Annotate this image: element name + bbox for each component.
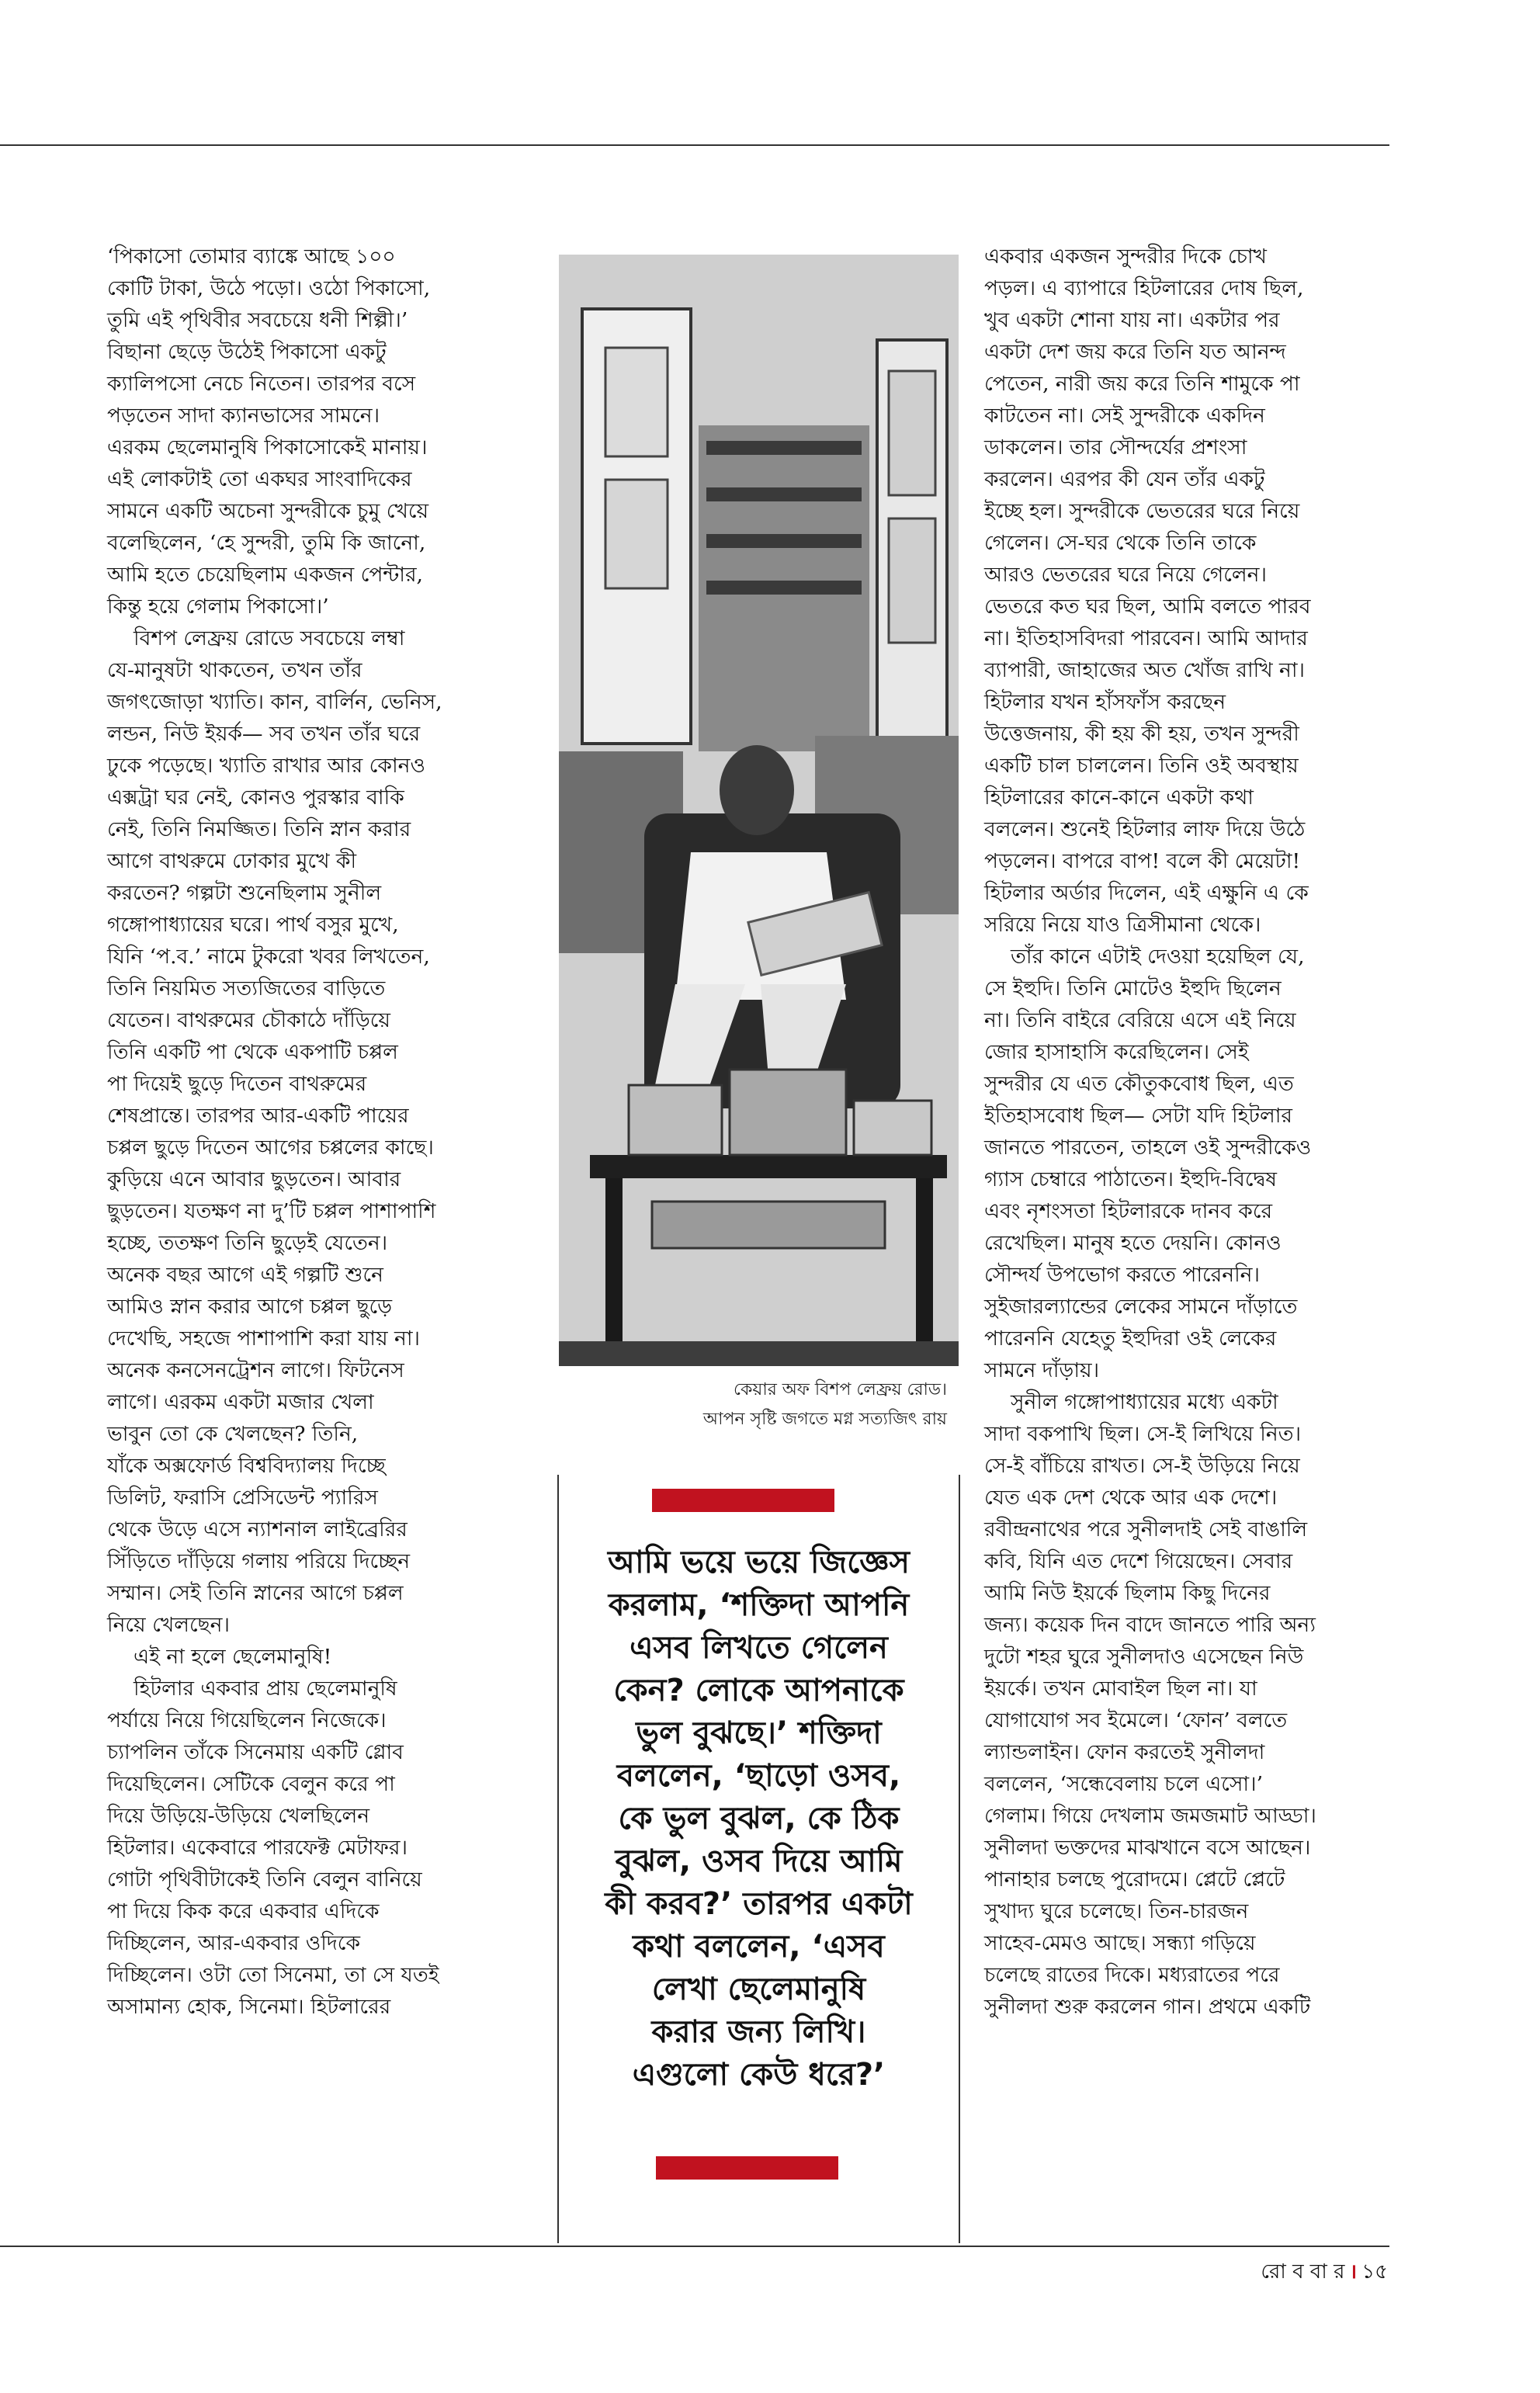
article-line: তিনি একটি পা থেকে একপাটি চপ্পল [107,1040,398,1064]
pullquote-line: করলাম, ‘শক্তিদা আপনি [608,1587,910,1623]
pullquote-line: বুঝল, ওসব দিয়ে আমি [615,1843,903,1879]
article-line: হচ্ছে, ততক্ষণ তিনি ছুড়েই যেতেন। [107,1231,388,1255]
article-line: ডিলিট, ফরাসি প্রেসিডেন্ট প্যারিস [107,1486,378,1510]
article-line: সাহেব-মেমও আছে। সন্ধ্যা গড়িয়ে [984,1931,1256,1955]
article-line: ক্যালিপসো নেচে নিতেন। তারপর বসে [107,372,416,396]
article-line: বলেছিলেন, ‘হে সুন্দরী, তুমি কি জানো, [107,531,426,555]
column-divider-right [959,1475,960,2243]
page-folio [1261,2256,1388,2290]
article-line: সে-ই বাঁচিয়ে রাখত। সে-ই উড়িয়ে নিয়ে [984,1454,1300,1478]
bottom-rule [0,2246,1389,2247]
article-line: যেত এক দেশ থেকে আর এক দেশে। [984,1486,1278,1510]
article-line: না। ইতিহাসবিদরা পারবেন। আমি আদার [984,626,1308,650]
article-line: পানাহার চলছে পুরোদমে। প্লেটে প্লেটে [984,1868,1285,1892]
article-line: গেলাম। গিয়ে দেখলাম জমজমাট আড্ডা। [984,1804,1316,1828]
article-line: হিটলার একবার প্রায় ছেলেমানুষি [134,1677,397,1701]
article-line: এই লোকটাই তো একঘর সাংবাদিকের [107,467,412,491]
article-line: জন্য। কয়েক দিন বাদে জানতে পারি অন্য [984,1613,1316,1637]
article-line: দিয়েছিলেন। সেটিকে বেলুন করে পা [107,1772,395,1796]
article-line: কিন্তু হয়ে গেলাম পিকাসো।’ [107,595,329,619]
article-line: সম্মান। সেই তিনি স্নানের আগে চপ্পল [107,1581,404,1605]
article-line: সুন্দরীর যে এত কৌতুকবোধ ছিল, এত [984,1072,1294,1096]
article-line: সুনীলদা শুরু করলেন গান। প্রথমে একটি [984,1995,1311,2019]
pullquote-line: কী করব?’ তারপর একটা [605,1886,913,1922]
article-line: লন্ডন, নিউ ইয়র্ক— সব তখন তাঁর ঘরে [107,722,421,746]
article-line: পড়লেন। বাপরে বাপ! বলে কী মেয়েটা! [984,849,1301,873]
article-line: সামনে একটি অচেনা সুন্দরীকে চুমু খেয়ে [107,499,429,523]
pullquote [559,1542,959,2096]
article-line: ইয়র্কে। তখন মোবাইল ছিল না। যা [984,1677,1257,1701]
article-line: সৌন্দর্য উপভোগ করতে পারেননি। [984,1263,1260,1287]
article-line: ল্যান্ডলাইন। ফোন করতেই সুনীলদা [984,1740,1265,1764]
photo-illustration-icon [559,255,959,1366]
article-line: রেখেছিল। মানুষ হতে দেয়নি। কোনও [984,1231,1282,1255]
article-line: পা দিয়েই ছুড়ে দিতেন বাথরুমের [107,1072,367,1096]
article-line: ডাকলেন। তার সৌন্দর্যের প্রশংসা [984,435,1247,460]
article-line: চ্যাপলিন তাঁকে সিনেমায় একটি গ্লোব [107,1740,404,1764]
article-line: দিয়ে উড়িয়ে-উড়িয়ে খেলছিলেন [107,1804,370,1828]
article-line: অনেক বছর আগে এই গল্পটি শুনে [107,1263,383,1287]
article-line: যেতেন। বাথরুমের চৌকাঠে দাঁড়িয়ে [107,1008,391,1032]
article-line: তিনি নিয়মিত সত্যজিতের বাড়িতে [107,976,386,1001]
article-line: থেকে উড়ে এসে ন্যাশনাল লাইব্রেরির [107,1517,408,1542]
pullquote-line: এগুলো কেউ ধরে?’ [632,2057,886,2093]
article-line: অসামান্য হোক, সিনেমা। হিটলারের [107,1995,391,2019]
article-line: জোর হাসাহাসি করেছিলেন। সেই [984,1040,1249,1064]
article-line: পড়তেন সাদা ক্যানভাসের সামনে। [107,404,380,428]
article-line: আমি হতে চেয়েছিলাম একজন পেন্টার, [107,563,423,587]
article-line: সুখাদ্য ঘুরে চলেছে। তিন-চারজন [984,1899,1249,1923]
article-line: ছুড়তেন। যতক্ষণ না দু’টি চপ্পল পাশাপাশি [107,1199,436,1223]
article-line: পা দিয়ে কিক করে একবার এদিকে [107,1899,380,1923]
article-line: এই না হলে ছেলেমানুষি! [134,1645,332,1669]
article-line: কাটতেন না। সেই সুন্দরীকে একদিন [984,404,1265,428]
pullquote-red-bar-bottom [656,2156,838,2180]
article-line: একটি চাল চাললেন। তিনি ওই অবস্থায় [984,754,1299,778]
article-line: পড়ল। এ ব্যাপারে হিটলারের দোষ ছিল, [984,276,1304,300]
top-rule [0,144,1389,146]
photograph-satyajit-ray-study [559,255,959,1366]
article-line: দেখেছি, সহজে পাশাপাশি করা যায় না। [107,1327,421,1351]
article-line: পারেননি যেহেতু ইহুদিরা ওই লেকের [984,1327,1277,1351]
article-line: ইতিহাসবোধ ছিল— সেটা যদি হিটলার [984,1104,1292,1128]
article-line: ইচ্ছে হল। সুন্দরীকে ভেতরের ঘরে নিয়ে [984,499,1300,523]
article-line: আরও ভেতরের ঘরে নিয়ে গেলেন। [984,563,1267,587]
article-line: যে-মানুষটা থাকতেন, তখন তাঁর [107,658,362,682]
article-line: আগে বাথরুমে ঢোকার মুখে কী [107,849,357,873]
article-line: যাঁকে অক্সফোর্ড বিশ্ববিদ্যালয় দিচ্ছে [107,1454,386,1478]
article-line: বিশপ লেফ্রয় রোডে সবচেয়ে লম্বা [134,626,405,650]
article-line: সে ইহুদি। তিনি মোটেও ইহুদি ছিলেন [984,976,1282,1001]
article-line: তাঁর কানে এটাই দেওয়া হয়েছিল যে, [1011,945,1305,969]
page-number: ১৫ [1361,2260,1388,2284]
article-line: অনেক কনসেনট্রেশন লাগে। ফিটনেস [107,1358,404,1382]
pullquote-line: কেন? লোকে আপনাকে [613,1673,904,1708]
article-line: সুইজারল্যান্ডের লেকের সামনে দাঁড়াতে [984,1295,1298,1319]
article-line: বললেন। শুনেই হিটলার লাফ দিয়ে উঠে [984,817,1306,841]
article-line: পর্যায়ে নিয়ে গিয়েছিলেন নিজেকে। [107,1708,387,1732]
article-column-left [107,241,511,2023]
pullquote-line: বললেন, ‘ছাড়ো ওসব, [616,1758,901,1794]
article-line: যিনি ‘প.ব.’ নামে টুকরো খবর লিখতেন, [107,945,430,969]
article-line: আমি নিউ ইয়র্কে ছিলাম কিছু দিনের [984,1581,1271,1605]
pullquote-line: করার জন্য লিখি। [651,2014,866,2050]
article-line: ‘পিকাসো তোমার ব্যাঙ্কে আছে ১০০ [107,245,396,269]
pullquote-line: লেখা ছেলেমানুষি [651,1972,866,2007]
article-line: নিয়ে খেলছেন। [107,1613,230,1637]
article-line: গ্যাস চেম্বারে পাঠাতেন। ইহুদি-বিদ্বেষ [984,1167,1277,1191]
article-line: নেই, তিনি নিমজ্জিত। তিনি স্নান করার [107,817,411,841]
article-line: সাদা বকপাখি ছিল। সে-ই লিখিয়ে নিত। [984,1422,1302,1446]
pullquote-line: কথা বললেন, ‘এসব [633,1929,885,1965]
pullquote-line: এসব লিখতে গেলেন [630,1630,888,1666]
article-line: চলেছে রাতের দিকে। মধ্যরাতের পরে [984,1963,1280,1987]
article-line: সামনে দাঁড়ায়। [984,1358,1100,1382]
article-line: তুমি এই পৃথিবীর সবচেয়ে ধনী শিল্পী।’ [107,308,408,332]
article-line: কবি, যিনি এত দেশে গিয়েছেন। সেবার [984,1549,1293,1573]
magazine-name: রো ব বা র [1261,2260,1345,2284]
article-line: হিটলার অর্ডার দিলেন, এই এক্ষুনি এ কে [984,881,1309,905]
article-line: গোটা পৃথিবীটাকেই তিনি বেলুন বানিয়ে [107,1868,422,1892]
article-line: সুনীল গঙ্গোপাধ্যায়ের মধ্যে একটা [1011,1390,1278,1414]
article-line: একটা দেশ জয় করে তিনি যত আনন্দ [984,340,1286,364]
article-line: গঙ্গোপাধ্যায়ের ঘরে। পার্থ বসুর মুখে, [107,913,399,937]
caption-line-2: আপন সৃষ্টি জগতে মগ্ন সত্যজিৎ রায় [702,1410,947,1429]
pullquote-red-bar-top [652,1489,834,1512]
pullquote-line: ভুল বুঝছে।’ শক্তিদা [636,1715,882,1751]
article-line: জগৎজোড়া খ্যাতি। কান, বার্লিন, ভেনিস, [107,690,442,714]
article-line: বিছানা ছেড়ে উঠেই পিকাসো একটু [107,340,387,364]
article-line: দিচ্ছিলেন। ওটা তো সিনেমা, তা সে যতই [107,1963,439,1987]
article-line: হিটলারের কানে-কানে একটা কথা [984,786,1254,810]
article-line: হিটলার যখন হাঁসফাঁস করছেন [984,690,1226,714]
article-line: কোটি টাকা, উঠে পড়ো। ওঠো পিকাসো, [107,276,431,300]
article-line: চপ্পল ছুড়ে দিতেন আগের চপ্পলের কাছে। [107,1136,434,1160]
article-line: বললেন, ‘সন্ধেবেলায় চলে এসো।’ [984,1772,1263,1796]
pullquote-line: কে ভুল বুঝল, কে ঠিক [618,1801,900,1836]
article-line: ভাবুন তো কে খেলছেন? তিনি, [107,1422,359,1446]
article-line: করতেন? গল্পটা শুনেছিলাম সুনীল [107,881,382,905]
article-line: ব্যাপারী, জাহাজের অত খোঁজ রাখি না। [984,658,1306,682]
article-line: ভেতরে কত ঘর ছিল, আমি বলতে পারব [984,595,1311,619]
article-line: এক্সট্রা ঘর নেই, কোনও পুরস্কার বাকি [107,786,404,810]
article-line: হিটলার। একেবারে পারফেক্ট মেটাফর। [107,1836,408,1860]
photo-caption [559,1375,947,1434]
article-line: দুটো শহর ঘুরে সুনীলদাও এসেছেন নিউ [984,1645,1304,1669]
article-line: খুব একটা শোনা যায় না। একটার পর [984,308,1280,332]
article-line: সিঁড়িতে দাঁড়িয়ে গলায় পরিয়ে দিচ্ছেন [107,1549,411,1573]
pullquote-line: আমি ভয়ে ভয়ে জিজ্ঞেস [608,1545,910,1580]
article-line: এবং নৃশংসতা হিটলারকে দানব করে [984,1199,1273,1223]
article-line: লাগে। এরকম একটা মজার খেলা [107,1390,374,1414]
article-column-right [984,241,1396,2023]
article-line: উত্তেজনায়, কী হয় কী হয়, তখন সুন্দরী [984,722,1299,746]
article-line: শেষপ্রান্তে। তারপর আর-একটি পায়ের [107,1104,409,1128]
article-line: গেলেন। সে-ঘর থেকে তিনি তাকে [984,531,1257,555]
article-line: জানতে পারতেন, তাহলে ওই সুন্দরীকেও [984,1136,1312,1160]
article-line: সুনীলদা ভক্তদের মাঝখানে বসে আছেন। [984,1836,1311,1860]
article-line: কুড়িয়ে এনে আবার ছুড়তেন। আবার [107,1167,401,1191]
article-line: যোগাযোগ সব ইমেলে। ‘ফোন’ বলতে [984,1708,1288,1732]
article-line: একবার একজন সুন্দরীর দিকে চোখ [984,245,1267,269]
article-line: না। তিনি বাইরে বেরিয়ে এসে এই নিয়ে [984,1008,1296,1032]
article-line: পেতেন, নারী জয় করে তিনি শামুকে পা [984,372,1300,396]
article-line: সরিয়ে নিয়ে যাও ত্রিসীমানা থেকে। [984,913,1261,937]
article-line: করলেন। এরপর কী যেন তাঁর একটু [984,467,1265,491]
article-line: দিচ্ছিলেন, আর-একবার ওদিকে [107,1931,361,1955]
article-line: এরকম ছেলেমানুষি পিকাসোকেই মানায়। [107,435,428,460]
article-line: আমিও স্নান করার আগে চপ্পল ছুড়ে [107,1295,393,1319]
folio-separator: । [1349,2260,1358,2284]
caption-line-1: কেয়ার অফ বিশপ লেফ্রয় রোড। [734,1380,947,1399]
article-line: রবীন্দ্রনাথের পরে সুনীলদাই সেই বাঙালি [984,1517,1308,1542]
article-line: ঢুকে পড়েছে। খ্যাতি রাখার আর কোনও [107,754,425,778]
